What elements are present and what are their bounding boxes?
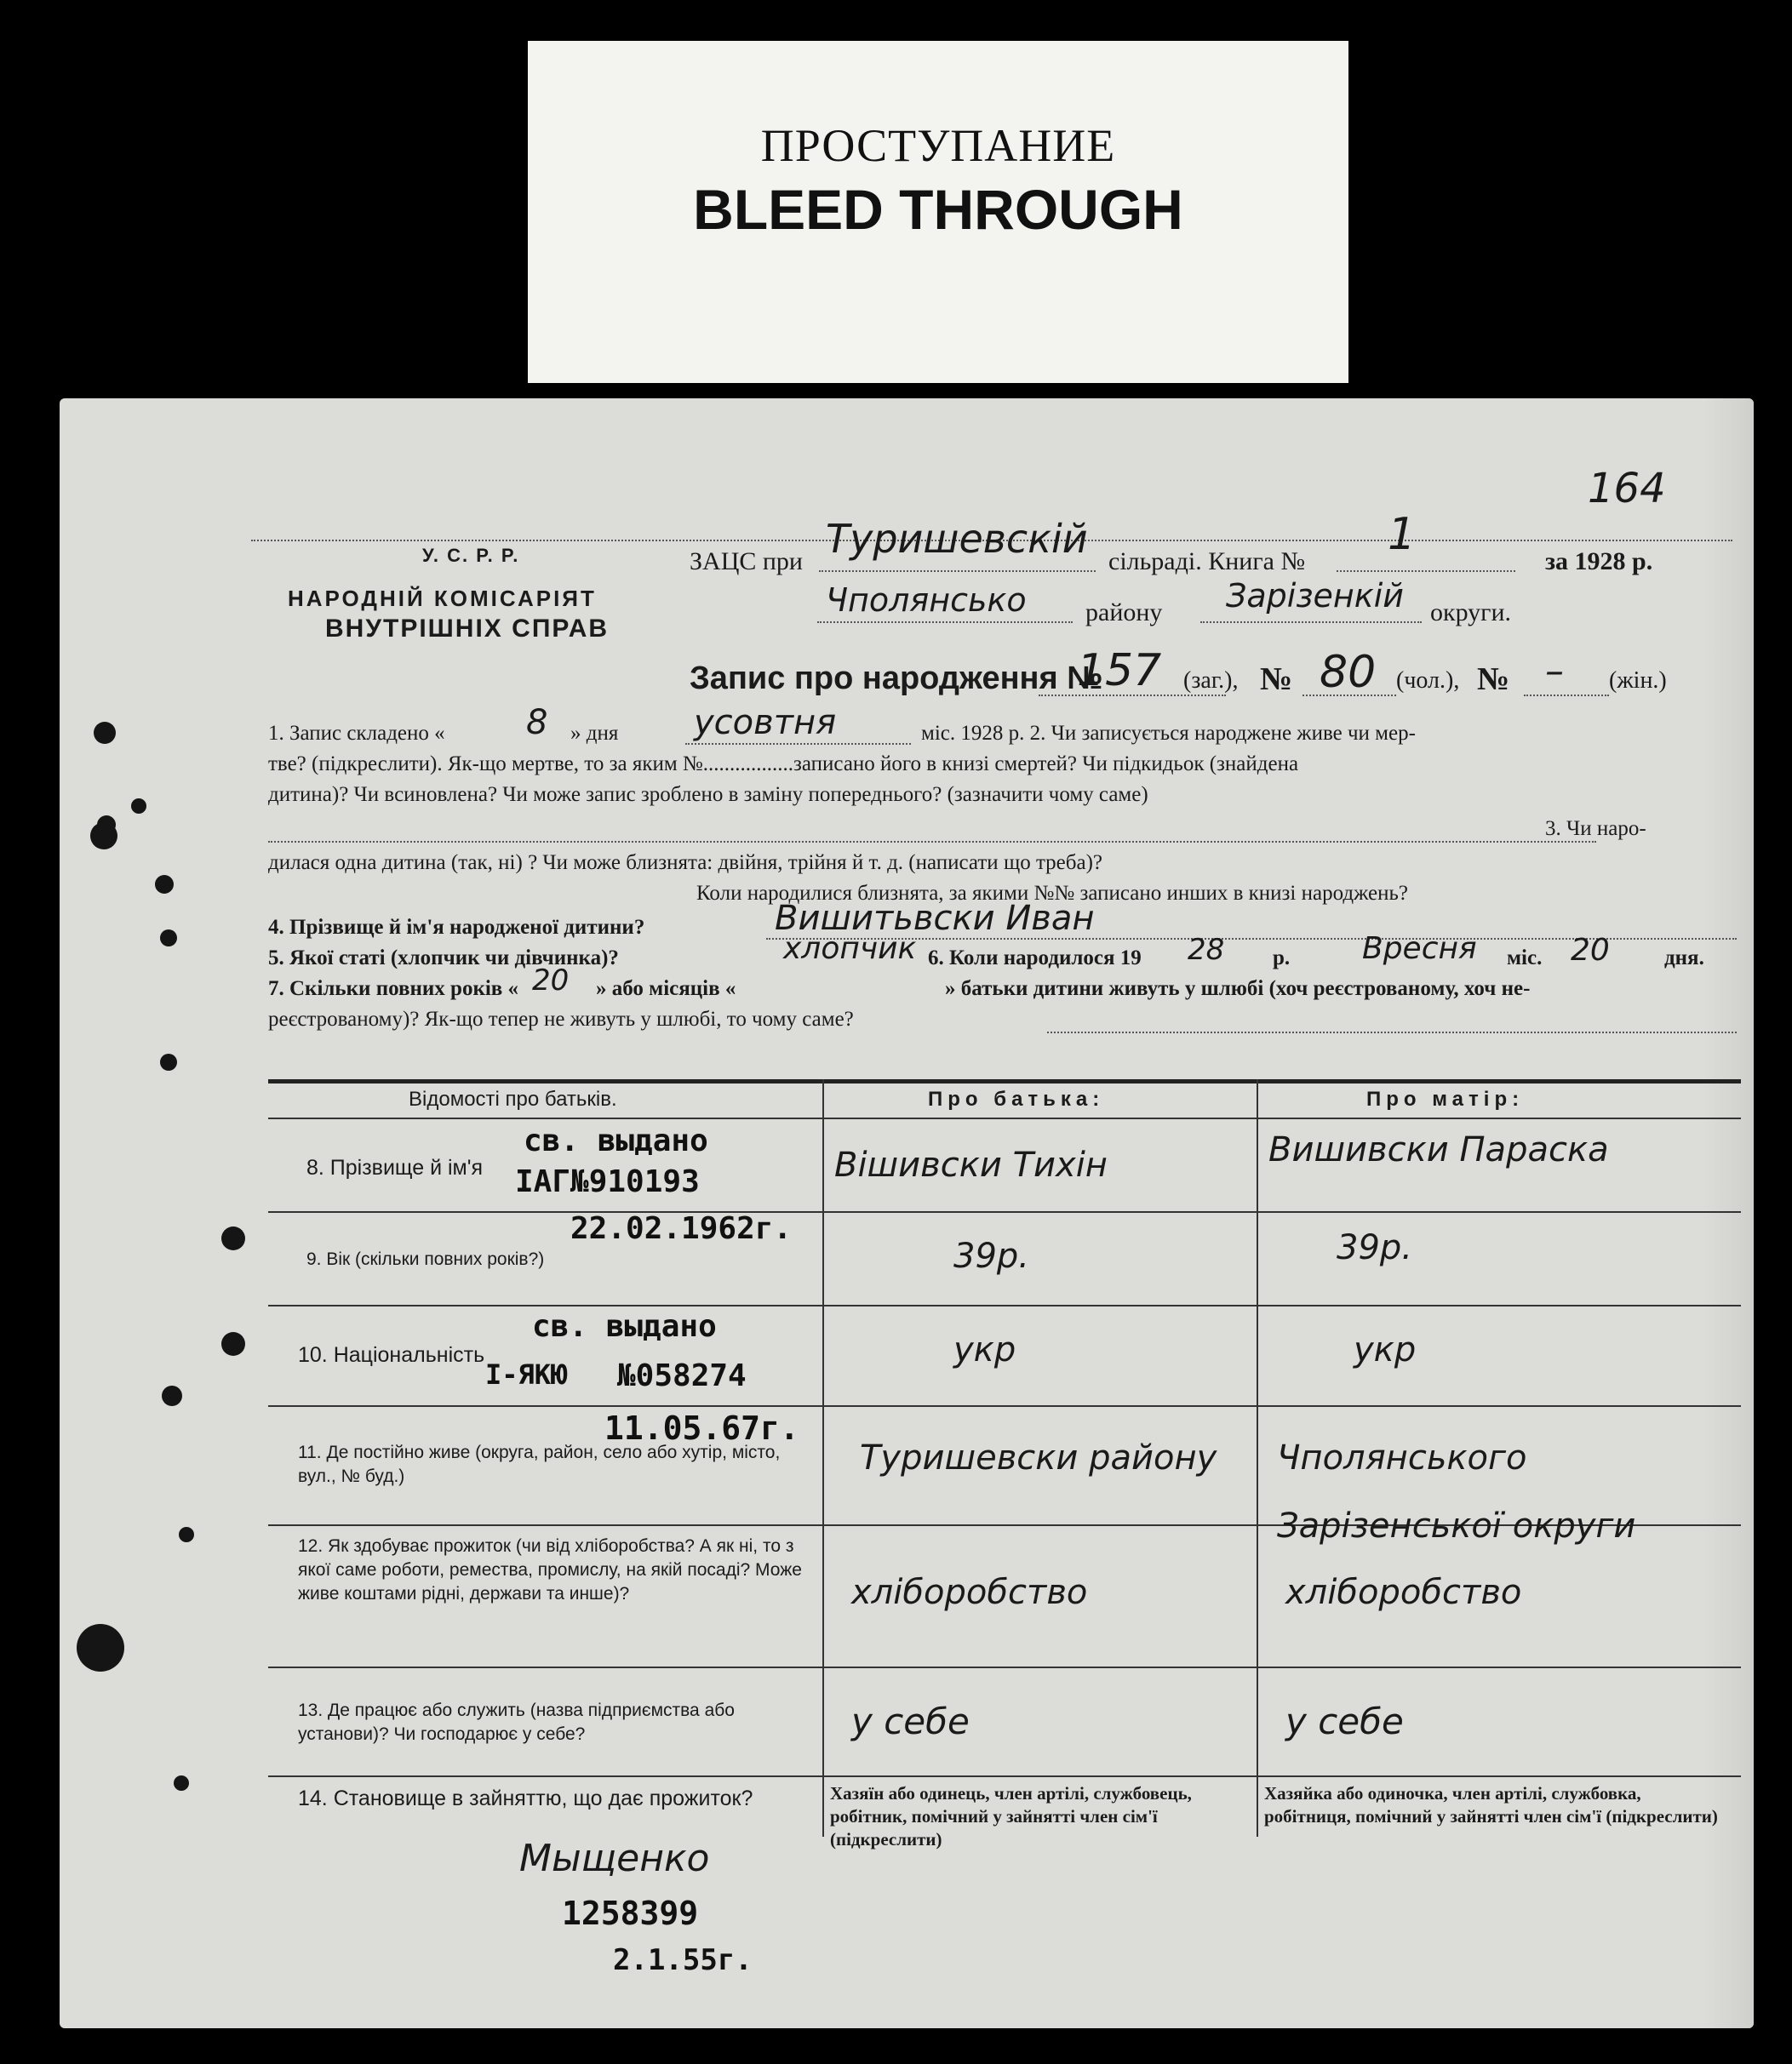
- line9-start: 7. Скільки повних років «: [268, 977, 519, 1000]
- record-month: усовтня: [694, 703, 837, 742]
- father-employment-options: Хазяїн або одинець, член артілі, службовець, робітник, помічний у зайнятті член сім'ї (підкреслити): [830, 1783, 1192, 1850]
- annotation-number-3: 1258399: [562, 1895, 699, 1932]
- zags-prefix: ЗАЦС при: [690, 547, 803, 575]
- annotation-number-2: №058274: [617, 1358, 747, 1393]
- line8-r: р.: [1273, 946, 1291, 969]
- record-number-male: 80: [1320, 647, 1377, 698]
- female-label: (жін.): [1609, 667, 1667, 694]
- line8-sex-label: 5. Якої статі (хлопчик чи дівчинка)?: [268, 946, 619, 969]
- row-label-nationality: 10. Національність: [298, 1343, 485, 1367]
- birth-month: Вресня: [1362, 931, 1477, 966]
- marriage-years: 20: [532, 963, 570, 998]
- mother-age: 39р.: [1337, 1228, 1413, 1267]
- punch-hole: [131, 798, 146, 814]
- father-nationality: укр: [953, 1330, 1016, 1369]
- row-label-employment: 14. Становище в зайняттю, що дає прожиток?: [298, 1787, 753, 1810]
- punch-hole: [162, 1386, 182, 1406]
- punch-hole: [94, 722, 116, 744]
- record-number-female: –: [1545, 649, 1564, 693]
- annotation-certificate-2: св. выдано: [532, 1309, 717, 1344]
- table-header-info: Відомості про батьків.: [409, 1088, 617, 1111]
- annotation-date-1: 22.02.1962г.: [570, 1211, 793, 1246]
- label-english: BLEED THROUGH: [693, 178, 1183, 241]
- row-label-livelihood: 12. Як здобуває прожиток (чи від хліборобства? А як ні, то з якої саме роботи, ремества, промислу, на якій посаді? Може живе коштами рідні, держави та инше)?: [298, 1536, 802, 1604]
- mother-residence: Чполянського Зарізенської округи: [1277, 1438, 1636, 1546]
- annotation-date-3: 2.1.55г.: [613, 1943, 753, 1977]
- annotation-series-1: IАГ№910193: [515, 1164, 700, 1199]
- birth-day: 20: [1571, 933, 1610, 968]
- row-label-age: 9. Вік (скільки повних років?): [306, 1249, 545, 1269]
- male-number-prefix: №: [1260, 661, 1293, 697]
- commissariat-title-2: ВНУТРІШНІХ СПРАВ: [325, 615, 610, 643]
- line1-end: міс. 1928 р. 2. Чи записується народжене живе чи мер-: [921, 722, 1416, 745]
- punch-hole: [221, 1332, 245, 1356]
- bleed-through-label-card: [528, 41, 1348, 383]
- child-sex: хлопчик: [783, 931, 917, 966]
- punch-hole: [160, 929, 177, 946]
- punch-hole: [155, 875, 174, 894]
- male-label: (чол.),: [1396, 667, 1460, 694]
- birth-record-sheet: [60, 398, 1754, 2028]
- line7-label: 4. Прізвище й ім'я народженої дитини?: [268, 916, 645, 939]
- commissariat-title-1: НАРОДНІЙ КОМІСАРІЯТ: [288, 586, 597, 611]
- annotation-certificate-1: св. выдано: [524, 1123, 708, 1158]
- punch-hole: [97, 815, 116, 834]
- line6: Коли народилися близнята, за якими №№ записано инших в книзі народжень?: [696, 882, 1409, 905]
- raion-name: Чполянсько: [826, 581, 1027, 619]
- child-name: Вишитьвски Иван: [775, 899, 1095, 938]
- row-label-residence: 11. Де постійно живе (округа, район, село або хутір, місто, вул., № буд.): [298, 1443, 781, 1486]
- zags-book-label: сільраді. Книга №: [1108, 547, 1306, 575]
- mother-nationality: укр: [1354, 1330, 1417, 1369]
- village-name: Туришевскій: [826, 516, 1088, 562]
- mother-surname: Вишивски Параска: [1268, 1130, 1609, 1169]
- table-header-father: Про батька:: [928, 1088, 1105, 1111]
- father-residence: Туришевски району: [860, 1438, 1217, 1478]
- father-workplace: у себе: [851, 1701, 970, 1742]
- father-livelihood: хліборобство: [851, 1573, 1088, 1612]
- page-number: 164: [1588, 465, 1666, 512]
- raion-label: району: [1085, 598, 1163, 626]
- line5: дилася одна дитина (так, ні) ? Чи може близнята: двійня, трійня й т. д. (написати що треба)?: [268, 851, 1103, 874]
- label-russian: ПРОСТУПАНИЕ: [760, 120, 1116, 171]
- mother-workplace: у себе: [1285, 1701, 1404, 1742]
- general-label: (заг.),: [1183, 667, 1239, 694]
- book-number: 1: [1388, 509, 1417, 560]
- punch-hole: [221, 1226, 245, 1250]
- punch-hole: [174, 1775, 189, 1791]
- okrug-label: округи.: [1430, 598, 1512, 626]
- record-number-general: 157: [1077, 645, 1162, 696]
- punch-hole: [160, 1054, 177, 1071]
- okrug-name: Зарізенкій: [1226, 577, 1404, 615]
- mother-employment-options: Хазяйка або одиночка, член артілі, службовка, робітниця, помічний у зайнятті член сім'ї (підкреслити): [1264, 1783, 1718, 1827]
- annotation-date-2: 11.05.67г.: [604, 1409, 799, 1447]
- female-number-prefix: №: [1477, 661, 1510, 697]
- mother-livelihood: хліборобство: [1285, 1573, 1522, 1612]
- line1-day-label: » дня: [570, 722, 619, 745]
- line8-birth-label: 6. Коли народилося 19: [928, 946, 1142, 969]
- table-header-mother: Про матір:: [1366, 1088, 1525, 1111]
- line4: 3. Чи наро-: [1545, 817, 1646, 840]
- line1-start: 1. Запис складено «: [268, 722, 445, 745]
- punch-hole: [179, 1527, 194, 1542]
- father-age: 39р.: [953, 1237, 1030, 1276]
- punch-hole: [77, 1624, 124, 1672]
- line9-months-label: » або місяців «: [596, 977, 736, 1000]
- line8-month-label: міс.: [1507, 946, 1543, 969]
- record-day: 8: [526, 703, 548, 742]
- annotation-signature: Мыщенко: [519, 1837, 710, 1880]
- line3: дитина)? Чи всиновлена? Чи може запис зроблено в заміну попереднього? (зазначити чому саме): [268, 783, 1148, 806]
- line10: реєстрованому)? Як-що тепер не живуть у шлюбі, то чому саме?: [268, 1008, 854, 1031]
- father-surname: Вішивски Тихін: [834, 1146, 1108, 1185]
- year-label: за 1928 р.: [1545, 547, 1653, 575]
- line2: тве? (підкреслити). Як-що мертве, то за яким №.................записано його в книзі смертей? Чи підкидьок (знайдена: [268, 752, 1299, 775]
- ussr-header: У. С. Р. Р.: [422, 545, 520, 566]
- line8-day-label: дня.: [1664, 946, 1704, 969]
- line9-end: » батьки дитини живуть у шлюбі (хоч реєстрованому, хоч не-: [945, 977, 1531, 1000]
- row-label-surname: 8. Прізвище й ім'я: [306, 1156, 484, 1180]
- record-title: Запис про народження №: [690, 660, 1103, 696]
- row-label-workplace: 13. Де працює або служить (назва підприємства або установи)? Чи господарює у себе?: [298, 1701, 735, 1744]
- birth-year: 28: [1188, 933, 1225, 967]
- annotation-series-2: I-ЯКЮ: [485, 1358, 568, 1391]
